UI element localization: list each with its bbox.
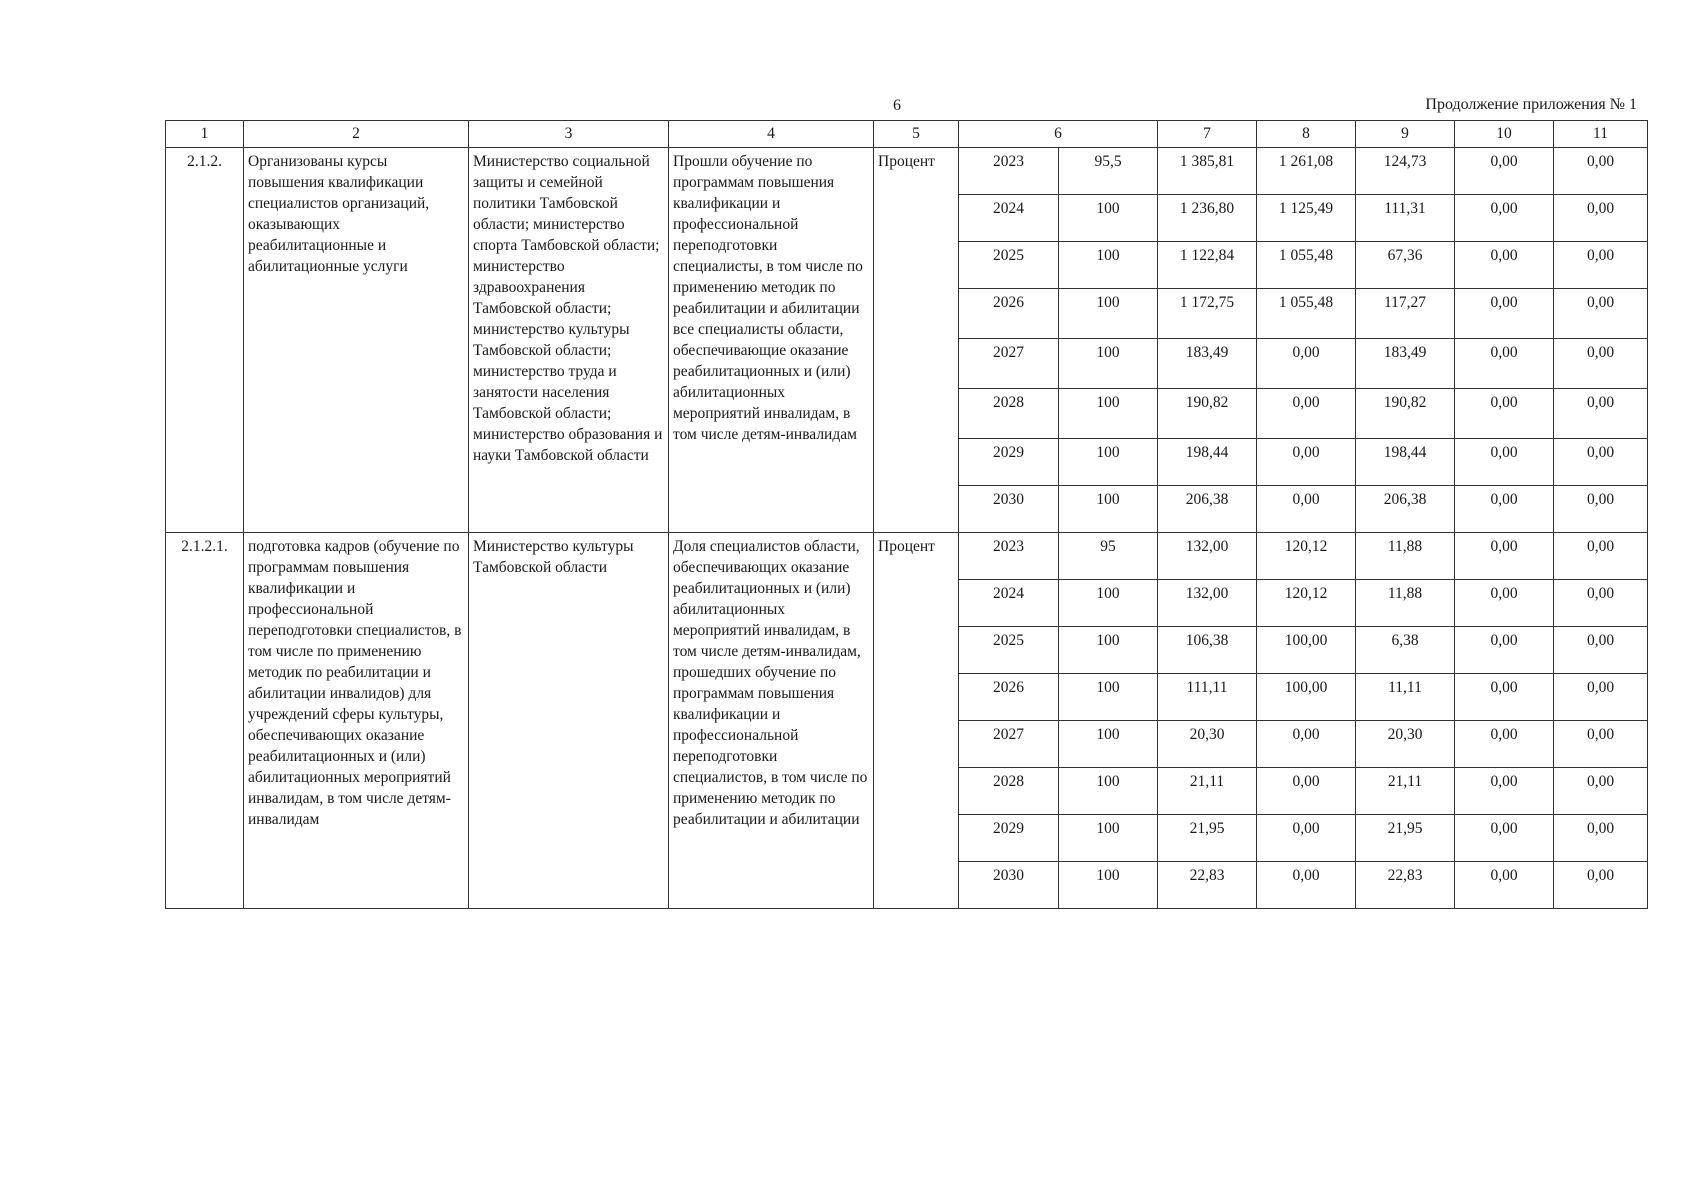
funding-col-8: 120,12	[1257, 580, 1356, 627]
col-header-5: 5	[874, 121, 959, 148]
program-table	[165, 120, 1648, 909]
responsible-executor: Министерство культуры Тамбовской области	[469, 533, 669, 909]
funding-col-8: 100,00	[1257, 674, 1356, 721]
col-header-9: 9	[1356, 121, 1455, 148]
funding-col-8: 1 055,48	[1257, 242, 1356, 289]
funding-col-10: 0,00	[1455, 815, 1554, 862]
indicator-value: 100	[1059, 439, 1158, 486]
funding-col-8: 1 055,48	[1257, 289, 1356, 339]
funding-col-11: 0,00	[1554, 580, 1648, 627]
column-numbers-row	[166, 121, 1648, 148]
unit-of-measure: Процент	[874, 148, 959, 533]
funding-total: 21,11	[1158, 768, 1257, 815]
funding-col-9: 111,31	[1356, 195, 1455, 242]
funding-total: 132,00	[1158, 533, 1257, 580]
col-header-3: 3	[469, 121, 669, 148]
page-number: 6	[893, 97, 901, 114]
funding-total: 106,38	[1158, 627, 1257, 674]
year-cell: 2026	[959, 674, 1059, 721]
funding-total: 198,44	[1158, 439, 1257, 486]
funding-col-9: 206,38	[1356, 486, 1455, 533]
indicator-value: 100	[1059, 815, 1158, 862]
year-cell: 2025	[959, 627, 1059, 674]
funding-col-10: 0,00	[1455, 339, 1554, 389]
funding-col-8: 1 125,49	[1257, 195, 1356, 242]
year-cell: 2024	[959, 195, 1059, 242]
funding-col-9: 117,27	[1356, 289, 1455, 339]
col-header-8: 8	[1257, 121, 1356, 148]
indicator-value: 100	[1059, 242, 1158, 289]
funding-col-9: 11,88	[1356, 580, 1455, 627]
table-header	[166, 121, 1648, 148]
event-description: Организованы курсы повышения квалификации специалистов организаций, оказывающих реабилитационные и абилитационные услуги	[244, 148, 469, 533]
indicator-name: Прошли обучение по программам повышения квалификации и профессиональной переподготовки специалисты, в том числе по применению методик по реабилитации и абилитации все специалисты области, обеспечивающие оказание реабилитационных и (или) абилитационных мероприятий инвалидам, в том числе детям-инвалидам	[669, 148, 874, 533]
funding-col-9: 190,82	[1356, 389, 1455, 439]
col-header-7: 7	[1158, 121, 1257, 148]
funding-col-10: 0,00	[1455, 148, 1554, 195]
appendix-continuation-label: Продолжение приложения № 1	[1425, 96, 1637, 113]
indicator-value: 100	[1059, 289, 1158, 339]
funding-col-11: 0,00	[1554, 389, 1648, 439]
funding-col-10: 0,00	[1455, 195, 1554, 242]
funding-col-10: 0,00	[1455, 242, 1554, 289]
funding-col-10: 0,00	[1455, 768, 1554, 815]
funding-col-11: 0,00	[1554, 339, 1648, 389]
year-cell: 2029	[959, 815, 1059, 862]
year-cell: 2026	[959, 289, 1059, 339]
funding-col-11: 0,00	[1554, 768, 1648, 815]
year-cell: 2028	[959, 389, 1059, 439]
funding-col-11: 0,00	[1554, 533, 1648, 580]
funding-col-9: 21,95	[1356, 815, 1455, 862]
indicator-value: 100	[1059, 627, 1158, 674]
indicator-value: 100	[1059, 339, 1158, 389]
funding-col-10: 0,00	[1455, 627, 1554, 674]
unit-of-measure: Процент	[874, 533, 959, 909]
funding-col-10: 0,00	[1455, 580, 1554, 627]
funding-total: 132,00	[1158, 580, 1257, 627]
indicator-name: Доля специалистов области, обеспечивающих оказание реабилитационных и (или) абилитационных мероприятий инвалидам, в том числе детям-инвалидам, прошедших обучение по программам повышения квалификации и профессиональной переподготовки специалистов, в том числе по применению методик по реабилитации и абилитации	[669, 533, 874, 909]
year-cell: 2027	[959, 339, 1059, 389]
col-header-11: 11	[1554, 121, 1648, 148]
funding-col-8: 0,00	[1257, 439, 1356, 486]
indicator-value: 100	[1059, 721, 1158, 768]
col-header-4: 4	[669, 121, 874, 148]
funding-col-8: 0,00	[1257, 815, 1356, 862]
funding-total: 22,83	[1158, 862, 1257, 909]
funding-col-8: 0,00	[1257, 339, 1356, 389]
funding-col-8: 100,00	[1257, 627, 1356, 674]
funding-col-10: 0,00	[1455, 862, 1554, 909]
col-header-1: 1	[166, 121, 244, 148]
funding-col-11: 0,00	[1554, 674, 1648, 721]
year-cell: 2030	[959, 862, 1059, 909]
funding-col-8: 0,00	[1257, 768, 1356, 815]
funding-col-11: 0,00	[1554, 195, 1648, 242]
year-cell: 2027	[959, 721, 1059, 768]
year-cell: 2029	[959, 439, 1059, 486]
funding-total: 21,95	[1158, 815, 1257, 862]
funding-col-9: 6,38	[1356, 627, 1455, 674]
funding-total: 1 385,81	[1158, 148, 1257, 195]
funding-col-10: 0,00	[1455, 389, 1554, 439]
indicator-value: 100	[1059, 768, 1158, 815]
col-header-2: 2	[244, 121, 469, 148]
funding-col-11: 0,00	[1554, 289, 1648, 339]
funding-total: 1 236,80	[1158, 195, 1257, 242]
indicator-value: 100	[1059, 195, 1158, 242]
funding-col-11: 0,00	[1554, 862, 1648, 909]
col-header-10: 10	[1455, 121, 1554, 148]
table-row	[166, 533, 1648, 580]
funding-col-9: 67,36	[1356, 242, 1455, 289]
year-cell: 2023	[959, 148, 1059, 195]
year-cell: 2023	[959, 533, 1059, 580]
indicator-value: 95	[1059, 533, 1158, 580]
funding-col-9: 198,44	[1356, 439, 1455, 486]
indicator-value: 100	[1059, 389, 1158, 439]
funding-total: 183,49	[1158, 339, 1257, 389]
funding-col-10: 0,00	[1455, 533, 1554, 580]
funding-col-9: 183,49	[1356, 339, 1455, 389]
table-body	[166, 148, 1648, 909]
indicator-value: 100	[1059, 862, 1158, 909]
funding-total: 1 172,75	[1158, 289, 1257, 339]
funding-total: 190,82	[1158, 389, 1257, 439]
table-row	[166, 148, 1648, 195]
funding-total: 111,11	[1158, 674, 1257, 721]
funding-col-11: 0,00	[1554, 439, 1648, 486]
funding-col-8: 0,00	[1257, 486, 1356, 533]
item-code: 2.1.2.	[166, 148, 244, 533]
indicator-value: 100	[1059, 486, 1158, 533]
funding-col-9: 22,83	[1356, 862, 1455, 909]
responsible-executor: Министерство социальной защиты и семейной политики Тамбовской области; министерство спорта Тамбовской области; министерство здравоохранения Тамбовской области; министерство культуры Тамбовской области; министерство труда и занятости населения Тамбовской области; министерство образования и науки Тамбовской области	[469, 148, 669, 533]
indicator-value: 95,5	[1059, 148, 1158, 195]
year-cell: 2025	[959, 242, 1059, 289]
funding-col-9: 11,88	[1356, 533, 1455, 580]
funding-col-8: 120,12	[1257, 533, 1356, 580]
funding-col-8: 1 261,08	[1257, 148, 1356, 195]
funding-col-9: 124,73	[1356, 148, 1455, 195]
funding-col-11: 0,00	[1554, 627, 1648, 674]
indicator-value: 100	[1059, 674, 1158, 721]
funding-col-11: 0,00	[1554, 486, 1648, 533]
funding-col-8: 0,00	[1257, 389, 1356, 439]
funding-col-8: 0,00	[1257, 862, 1356, 909]
funding-total: 206,38	[1158, 486, 1257, 533]
funding-col-8: 0,00	[1257, 721, 1356, 768]
funding-col-11: 0,00	[1554, 242, 1648, 289]
funding-col-10: 0,00	[1455, 674, 1554, 721]
funding-col-9: 20,30	[1356, 721, 1455, 768]
item-code: 2.1.2.1.	[166, 533, 244, 909]
funding-total: 20,30	[1158, 721, 1257, 768]
year-cell: 2024	[959, 580, 1059, 627]
funding-col-10: 0,00	[1455, 486, 1554, 533]
col-header-6: 6	[959, 121, 1158, 148]
funding-col-11: 0,00	[1554, 148, 1648, 195]
funding-col-9: 21,11	[1356, 768, 1455, 815]
funding-col-10: 0,00	[1455, 289, 1554, 339]
funding-col-11: 0,00	[1554, 815, 1648, 862]
year-cell: 2030	[959, 486, 1059, 533]
funding-col-9: 11,11	[1356, 674, 1455, 721]
funding-col-10: 0,00	[1455, 721, 1554, 768]
funding-total: 1 122,84	[1158, 242, 1257, 289]
indicator-value: 100	[1059, 580, 1158, 627]
funding-col-11: 0,00	[1554, 721, 1648, 768]
funding-col-10: 0,00	[1455, 439, 1554, 486]
event-description: подготовка кадров (обучение по программам повышения квалификации и профессиональной переподготовки специалистов, в том числе по применению методик по реабилитации и абилитации инвалидов) для учреждений сферы культуры, обеспечивающих оказание реабилитационных и (или) абилитационных мероприятий инвалидам, в том числе детям-инвалидам	[244, 533, 469, 909]
year-cell: 2028	[959, 768, 1059, 815]
